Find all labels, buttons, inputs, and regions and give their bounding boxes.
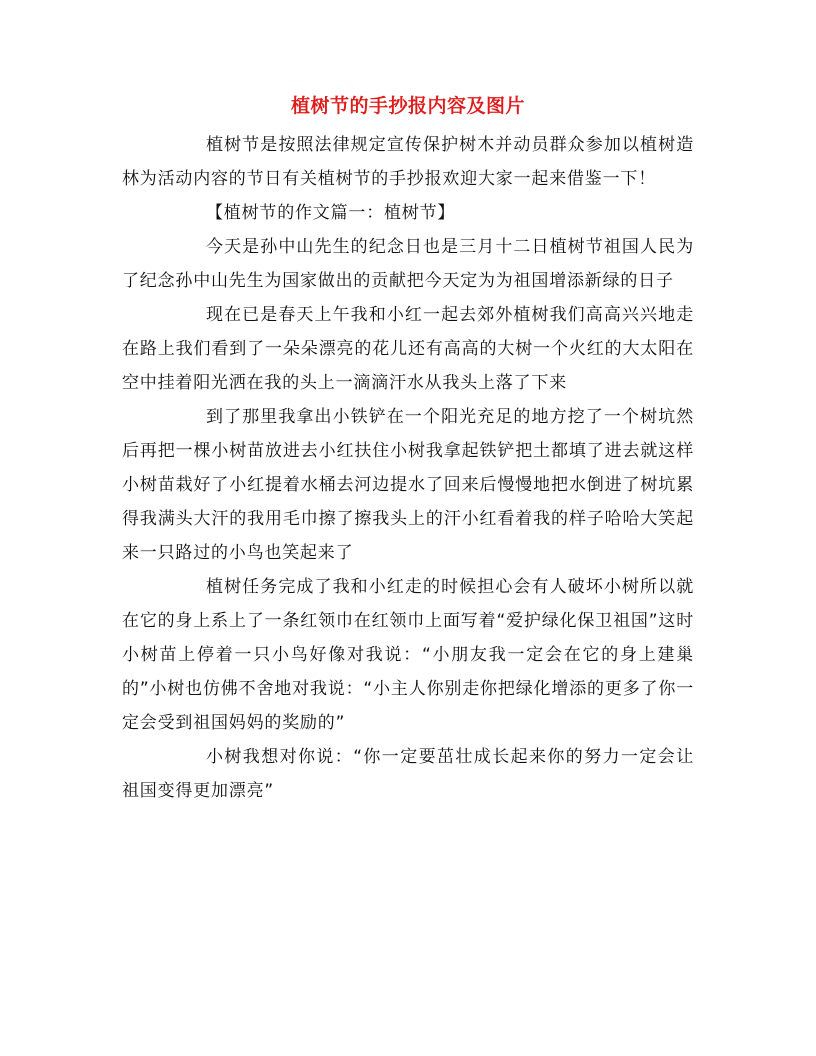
document-title: 植树节的手抄报内容及图片 [290,95,525,117]
body-paragraph-2: 现在已是春天上午我和小红一起去郊外植树我们高高兴兴地走在路上我们看到了一朵朵漂亮的花儿还有高高的大树一个火红的大太阳在空中挂着阳光洒在我的头上一滴滴汗水从我头上落了下来 [122,305,694,393]
body-paragraph-3: 到了那里我拿出小铁铲在一个阳光充足的地方挖了一个树坑然后再把一棵小树苗放进去小红扶住小树我拿起铁铲把土都填了进去就这样小树苗栽好了小红提着水桶去河边提水了回来后慢慢地把水倒进了树坑累得我满头大汗的我用毛巾擦了擦我头上的汗小红看着我的样子哈哈大笑起来一只路过的小鸟也笑起来了 [122,407,694,563]
document-body [122,92,694,808]
section-heading: 【植树节的作文篇一：植树节】 [206,203,456,223]
intro-paragraph: 植树节是按照法律规定宣传保护树木并动员群众参加以植树造林为活动内容的节日有关植树节的手抄报欢迎大家一起来借鉴一下！ [122,135,694,189]
body-paragraph-1: 今天是孙中山先生的纪念日也是三月十二日植树节祖国人民为了纪念孙中山先生为国家做出的贡献把今天定为为祖国增添新绿的日子 [122,237,694,291]
body-paragraph-4: 植树任务完成了我和小红走的时候担心会有人破坏小树所以就在它的身上系上了一条红领巾在红领巾上面写着“爱护绿化保卫祖国”这时小树苗上停着一只小鸟好像对我说：“小朋友我一定会在它的身上建巢的”小树也仿佛不舍地对我说：“小主人你别走你把绿化增添的更多了你一定会受到祖国妈妈的奖励的” [122,577,694,733]
body-paragraph-5: 小树我想对你说：“你一定要茁壮成长起来你的努力一定会让祖国变得更加漂亮” [122,747,694,801]
